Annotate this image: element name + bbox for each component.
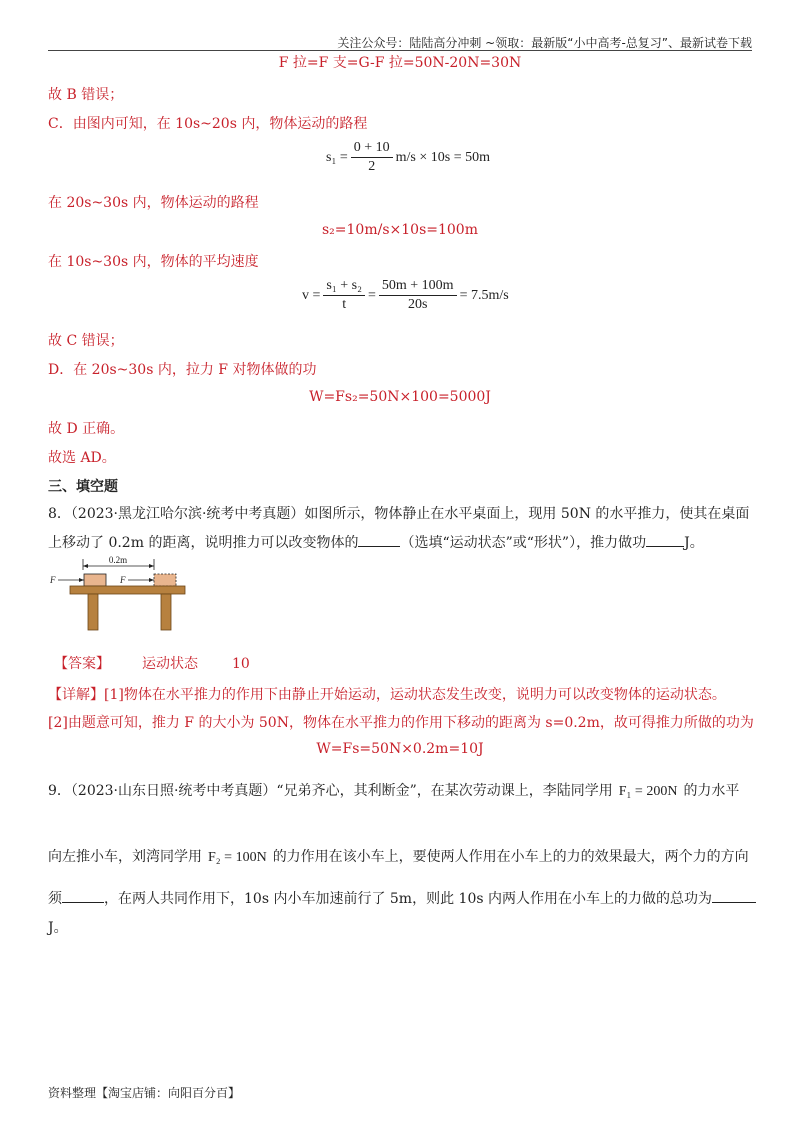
table-leg-right — [161, 594, 171, 630]
q9-line-3 — [48, 888, 756, 908]
q9-line-2 — [48, 846, 749, 866]
q8-line-1: 8．（2023·黑龙江哈尔滨·统考中考真题）如图所示，物体静止在水平桌面上，现用 50N 的水平推力，使其在桌面 — [48, 506, 750, 522]
table-leg-left — [88, 594, 98, 630]
page-header: 关注公众号：陆陆高分冲刺 ~领取：最新版“小中高考-总复习”、最新试卷下载 — [337, 36, 752, 50]
d-intro: D．在 20s~30s 内，拉力 F 对物体做的功 — [48, 362, 317, 378]
q9-line-4: J。 — [48, 920, 68, 936]
q8-line-2 — [48, 532, 704, 552]
v-numerator-1: s₁ + s₂ — [323, 277, 365, 296]
q9-line-2-text: 向左推小车，刘湾同学用 — [48, 849, 202, 865]
s1-denominator: 2 — [368, 159, 376, 174]
v-lhs: v = — [302, 287, 321, 303]
c-wrong: 故 C 错误； — [48, 333, 124, 349]
detail-1: 【详解】[1]物体在水平推力的作用下由静止开始运动，运动状态发生改变，说明力可以改变物体的运动状态。 — [48, 687, 726, 703]
choose-answer: 故选 AD。 — [48, 450, 116, 466]
v-fraction-2 — [379, 277, 457, 314]
q9-line-1-text: 9．（2023·山东日照·统考中考真题）“兄弟齐心，其利断金”，在某次劳动课上，李陆同学用 — [48, 783, 613, 799]
q8-line-2-text-c: J。 — [684, 535, 704, 551]
work-equation: W=Fs₂=50N×100=5000J — [309, 389, 491, 405]
detail-2: [2]由题意可知，推力 F 的大小为 50N，物体在水平推力的作用下移动的距离为 s=0.2m，故可得推力所做的功为 — [48, 715, 754, 731]
force-equation: F 拉=F 支=G-F 拉=50N-20N=30N — [278, 55, 522, 71]
distance-label: 0.2m — [108, 555, 128, 565]
q9-line-1 — [48, 780, 739, 800]
answer-label: 【答案】 — [54, 656, 110, 672]
dim-arrow-right — [149, 564, 154, 568]
table-figure — [48, 555, 193, 635]
q9-line-1-text-b: 的力水平 — [683, 783, 740, 799]
force-arrowhead-left — [79, 578, 84, 582]
force-label-left: F — [50, 575, 56, 585]
header-rule — [48, 50, 752, 51]
block-start — [84, 574, 106, 586]
q9-f2: F₂ = 100N — [208, 850, 267, 865]
work-equation-2: W=Fs=50N×0.2m=10J — [316, 741, 484, 757]
dim-arrow-left — [83, 564, 88, 568]
s1-lhs: s₁ = — [326, 149, 348, 165]
v-denominator-1: t — [342, 297, 347, 312]
block-end — [154, 574, 176, 586]
v-rhs: = 7.5m/s — [459, 287, 509, 303]
force-label-mid: F — [120, 575, 126, 585]
q8-blank-2 — [646, 546, 684, 547]
range-20-30: 在 20s~30s 内，物体运动的路程 — [48, 195, 259, 211]
d-correct: 故 D 正确。 — [48, 421, 125, 437]
q9-blank-1 — [62, 902, 104, 903]
force-arrowhead-mid — [149, 578, 154, 582]
c-intro: C．由图内可知，在 10s~20s 内，物体运动的路程 — [48, 116, 368, 132]
q9-f1: F₁ = 200N — [618, 784, 678, 799]
q8-line-2-text-b: （选填“运动状态”或“形状”），推力做功 — [400, 535, 647, 551]
q9-line-2-text-b: 的力作用在该小车上，要使两人作用在小车上的力的效果最大，两个力的方向 — [272, 849, 749, 865]
q9-blank-2 — [712, 902, 756, 903]
q9-line-3-text-b: ，在两人共同作用下，10s 内小车加速前行了 5m，则此 10s 内两人作用在小车上的力做的总功为 — [104, 891, 712, 907]
s1-numerator: 0 + 10 — [351, 139, 393, 158]
answer-1: 运动状态 — [142, 656, 198, 672]
v-denominator-2: 20s — [407, 297, 428, 312]
q8-blank-1 — [358, 546, 400, 547]
s2-equation: s₂=10m/s×10s=100m — [322, 222, 478, 238]
section-title: 三、填空题 — [48, 479, 118, 495]
s1-rhs: m/s × 10s = 50m — [395, 149, 490, 165]
v-equals: = — [367, 287, 376, 303]
s1-formula — [326, 139, 490, 176]
answer-2: 10 — [232, 656, 250, 672]
page-footer: 资料整理【淘宝店铺：向阳百分百】 — [48, 1086, 241, 1100]
v-numerator-2: 50m + 100m — [379, 277, 457, 296]
table-top — [70, 586, 185, 594]
range-10-30: 在 10s~30s 内，物体的平均速度 — [48, 254, 259, 270]
q9-line-3-text-a: 须 — [48, 891, 62, 907]
answer-line — [54, 653, 250, 673]
b-wrong: 故 B 错误； — [48, 87, 124, 103]
v-formula — [302, 277, 509, 314]
s1-fraction — [351, 139, 393, 176]
v-fraction-1 — [323, 277, 365, 314]
q8-line-2-text-a: 上移动了 0.2m 的距离，说明推力可以改变物体的 — [48, 535, 359, 551]
